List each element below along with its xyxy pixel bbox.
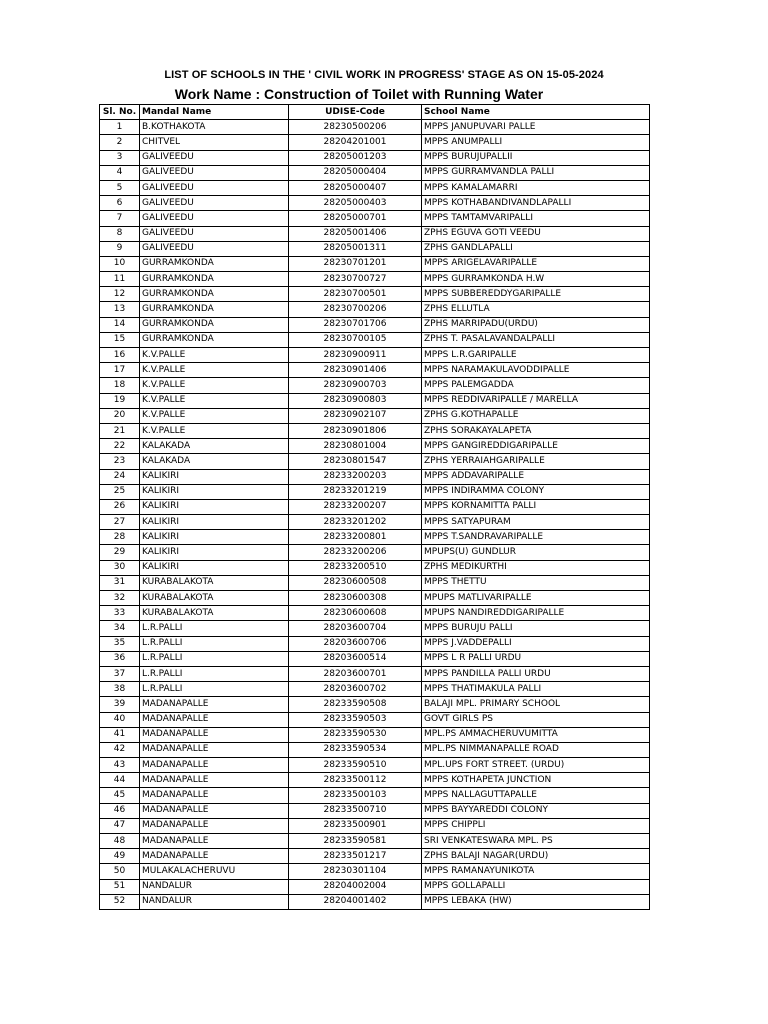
sl-no-cell: 19 (100, 393, 140, 408)
mandal-name-cell: MADANAPALLE (140, 727, 289, 742)
sl-no-cell: 45 (100, 788, 140, 803)
sl-no-cell: 24 (100, 469, 140, 484)
table-row (100, 697, 650, 712)
mandal-name-cell: K.V.PALLE (140, 363, 289, 378)
mandal-name-cell: K.V.PALLE (140, 408, 289, 423)
udise-code-cell: 28204002004 (289, 879, 422, 894)
sl-no-cell: 48 (100, 834, 140, 849)
mandal-name-cell: GALIVEEDU (140, 165, 289, 180)
sl-no-cell: 42 (100, 742, 140, 757)
sl-no-cell: 26 (100, 499, 140, 514)
school-name-cell: GOVT GIRLS PS (422, 712, 650, 727)
udise-code-cell: 28203600704 (289, 621, 422, 636)
table-row (100, 545, 650, 560)
table-row (100, 165, 650, 180)
header-udise-code: UDISE-Code (289, 105, 422, 120)
sl-no-cell: 7 (100, 211, 140, 226)
udise-code-cell: 28203600706 (289, 636, 422, 651)
udise-code-cell: 28233590503 (289, 712, 422, 727)
school-name-cell: MPPS ADDAVARIPALLE (422, 469, 650, 484)
school-name-cell: MPPS NARAMAKULAVODDIPALLE (422, 363, 650, 378)
school-name-cell: MPPS GOLLAPALLI (422, 879, 650, 894)
sl-no-cell: 25 (100, 484, 140, 499)
mandal-name-cell: K.V.PALLE (140, 423, 289, 438)
sl-no-cell: 11 (100, 272, 140, 287)
school-name-cell: MPPS SUBBEREDDYGARIPALLE (422, 287, 650, 302)
table-row (100, 408, 650, 423)
table-row (100, 196, 650, 211)
school-name-cell: MPPS JANUPUVARI PALLE (422, 120, 650, 135)
mandal-name-cell: K.V.PALLE (140, 378, 289, 393)
udise-code-cell: 28203600702 (289, 682, 422, 697)
sl-no-cell: 4 (100, 165, 140, 180)
table-row (100, 499, 650, 514)
udise-code-cell: 28230600308 (289, 591, 422, 606)
udise-code-cell: 28230900703 (289, 378, 422, 393)
school-name-cell: MPL.UPS FORT STREET. (URDU) (422, 758, 650, 773)
sl-no-cell: 34 (100, 621, 140, 636)
school-name-cell: MPPS KOTHABANDIVANDLAPALLI (422, 196, 650, 211)
table-row (100, 515, 650, 530)
mandal-name-cell: KALAKADA (140, 439, 289, 454)
school-name-cell: MPPS PANDILLA PALLI URDU (422, 666, 650, 681)
mandal-name-cell: KALIKIRI (140, 515, 289, 530)
school-name-cell: MPPS J.VADDEPALLI (422, 636, 650, 651)
sl-no-cell: 50 (100, 864, 140, 879)
udise-code-cell: 28230801004 (289, 439, 422, 454)
school-name-cell: MPPS RAMANAYUNIKOTA (422, 864, 650, 879)
mandal-name-cell: GALIVEEDU (140, 241, 289, 256)
table-row (100, 272, 650, 287)
sl-no-cell: 43 (100, 758, 140, 773)
sl-no-cell: 49 (100, 849, 140, 864)
sl-no-cell: 16 (100, 348, 140, 363)
school-name-cell: MPUPS(U) GUNDLUR (422, 545, 650, 560)
sl-no-cell: 36 (100, 651, 140, 666)
mandal-name-cell: KALAKADA (140, 454, 289, 469)
udise-code-cell: 28230900803 (289, 393, 422, 408)
table-row (100, 454, 650, 469)
udise-code-cell: 28233200203 (289, 469, 422, 484)
table-row (100, 484, 650, 499)
school-name-cell: MPPS SATYAPURAM (422, 515, 650, 530)
table-row (100, 530, 650, 545)
udise-code-cell: 28233201202 (289, 515, 422, 530)
table-row (100, 575, 650, 590)
school-name-cell: MPPS KOTHAPETA JUNCTION (422, 773, 650, 788)
document-title: LIST OF SCHOOLS IN THE ' CIVIL WORK IN PROGRESS' STAGE AS ON 15-05-2024 (164, 69, 604, 81)
table-header-row (100, 105, 650, 120)
school-name-cell: MPPS CHIPPLI (422, 818, 650, 833)
udise-code-cell: 28233200510 (289, 560, 422, 575)
mandal-name-cell: KURABALAKOTA (140, 606, 289, 621)
school-name-cell: MPPS INDIRAMMA COLONY (422, 484, 650, 499)
table-row (100, 302, 650, 317)
mandal-name-cell: K.V.PALLE (140, 348, 289, 363)
sl-no-cell: 23 (100, 454, 140, 469)
school-name-cell: ZPHS YERRAIAHGARIPALLE (422, 454, 650, 469)
sl-no-cell: 47 (100, 818, 140, 833)
mandal-name-cell: MADANAPALLE (140, 773, 289, 788)
school-name-cell: MPUPS NANDIREDDIGARIPALLE (422, 606, 650, 621)
table-row (100, 666, 650, 681)
school-name-cell: MPPS THETTU (422, 575, 650, 590)
udise-code-cell: 28205000403 (289, 196, 422, 211)
mandal-name-cell: CHITVEL (140, 135, 289, 150)
mandal-name-cell: MADANAPALLE (140, 788, 289, 803)
sl-no-cell: 3 (100, 150, 140, 165)
mandal-name-cell: MULAKALACHERUVU (140, 864, 289, 879)
mandal-name-cell: GALIVEEDU (140, 196, 289, 211)
mandal-name-cell: L.R.PALLI (140, 682, 289, 697)
school-name-cell: ZPHS GANDLAPALLI (422, 241, 650, 256)
mandal-name-cell: L.R.PALLI (140, 621, 289, 636)
table-row (100, 348, 650, 363)
udise-code-cell: 28205001311 (289, 241, 422, 256)
udise-code-cell: 28230901806 (289, 423, 422, 438)
table-row (100, 423, 650, 438)
udise-code-cell: 28233200206 (289, 545, 422, 560)
table-row (100, 651, 650, 666)
udise-code-cell: 28230301104 (289, 864, 422, 879)
table-row (100, 788, 650, 803)
table-row (100, 150, 650, 165)
sl-no-cell: 22 (100, 439, 140, 454)
udise-code-cell: 28230902107 (289, 408, 422, 423)
school-name-cell: MPPS LEBAKA (HW) (422, 894, 650, 909)
udise-code-cell: 28233590534 (289, 742, 422, 757)
udise-code-cell: 28203600514 (289, 651, 422, 666)
udise-code-cell: 28233500103 (289, 788, 422, 803)
udise-code-cell: 28230700727 (289, 272, 422, 287)
sl-no-cell: 8 (100, 226, 140, 241)
table-row (100, 363, 650, 378)
table-row (100, 393, 650, 408)
school-name-cell: MPL.PS AMMACHERUVUMITTA (422, 727, 650, 742)
table-row (100, 712, 650, 727)
udise-code-cell: 28233590508 (289, 697, 422, 712)
sl-no-cell: 41 (100, 727, 140, 742)
table-row (100, 636, 650, 651)
sl-no-cell: 6 (100, 196, 140, 211)
table-row (100, 591, 650, 606)
table-row (100, 135, 650, 150)
udise-code-cell: 28233500901 (289, 818, 422, 833)
sl-no-cell: 5 (100, 180, 140, 195)
mandal-name-cell: GURRAMKONDA (140, 256, 289, 271)
document-subtitle: Work Name : Construction of Toilet with Running Water (174, 86, 544, 102)
table-row (100, 256, 650, 271)
sl-no-cell: 38 (100, 682, 140, 697)
sl-no-cell: 52 (100, 894, 140, 909)
sl-no-cell: 15 (100, 332, 140, 347)
sl-no-cell: 33 (100, 606, 140, 621)
sl-no-cell: 9 (100, 241, 140, 256)
udise-code-cell: 28230600508 (289, 575, 422, 590)
mandal-name-cell: KALIKIRI (140, 469, 289, 484)
school-name-cell: ZPHS T. PASALAVANDALPALLI (422, 332, 650, 347)
sl-no-cell: 39 (100, 697, 140, 712)
mandal-name-cell: KALIKIRI (140, 560, 289, 575)
school-name-cell: MPUPS MATLIVARIPALLE (422, 591, 650, 606)
sl-no-cell: 46 (100, 803, 140, 818)
udise-code-cell: 28233590581 (289, 834, 422, 849)
mandal-name-cell: GURRAMKONDA (140, 332, 289, 347)
school-name-cell: MPPS TAMTAMVARIPALLI (422, 211, 650, 226)
mandal-name-cell: KALIKIRI (140, 499, 289, 514)
table-row (100, 560, 650, 575)
table-row (100, 682, 650, 697)
table-row (100, 773, 650, 788)
school-name-cell: MPPS GURRAMKONDA H.W (422, 272, 650, 287)
mandal-name-cell: GURRAMKONDA (140, 287, 289, 302)
udise-code-cell: 28230900911 (289, 348, 422, 363)
mandal-name-cell: K.V.PALLE (140, 393, 289, 408)
udise-code-cell: 28233201219 (289, 484, 422, 499)
school-name-cell: MPPS ANUMPALLI (422, 135, 650, 150)
table-row (100, 864, 650, 879)
school-name-cell: MPPS T.SANDRAVARIPALLE (422, 530, 650, 545)
udise-code-cell: 28233200207 (289, 499, 422, 514)
table-row (100, 834, 650, 849)
sl-no-cell: 10 (100, 256, 140, 271)
udise-code-cell: 28230700501 (289, 287, 422, 302)
school-name-cell: ZPHS BALAJI NAGAR(URDU) (422, 849, 650, 864)
sl-no-cell: 35 (100, 636, 140, 651)
sl-no-cell: 13 (100, 302, 140, 317)
table-row (100, 818, 650, 833)
mandal-name-cell: MADANAPALLE (140, 818, 289, 833)
udise-code-cell: 28205001203 (289, 150, 422, 165)
school-name-cell: MPPS PALEMGADDA (422, 378, 650, 393)
sl-no-cell: 51 (100, 879, 140, 894)
udise-code-cell: 28233590530 (289, 727, 422, 742)
udise-code-cell: 28233200801 (289, 530, 422, 545)
sl-no-cell: 28 (100, 530, 140, 545)
mandal-name-cell: MADANAPALLE (140, 742, 289, 757)
sl-no-cell: 1 (100, 120, 140, 135)
udise-code-cell: 28233500112 (289, 773, 422, 788)
school-name-cell: ZPHS EGUVA GOTI VEEDU (422, 226, 650, 241)
mandal-name-cell: KALIKIRI (140, 484, 289, 499)
table-row (100, 180, 650, 195)
udise-code-cell: 28205001406 (289, 226, 422, 241)
school-name-cell: MPPS NALLAGUTTAPALLE (422, 788, 650, 803)
sl-no-cell: 12 (100, 287, 140, 302)
sl-no-cell: 21 (100, 423, 140, 438)
udise-code-cell: 28233501217 (289, 849, 422, 864)
mandal-name-cell: MADANAPALLE (140, 712, 289, 727)
table-row (100, 332, 650, 347)
school-name-cell: ZPHS SORAKAYALAPETA (422, 423, 650, 438)
table-row (100, 894, 650, 909)
udise-code-cell: 28205000407 (289, 180, 422, 195)
mandal-name-cell: B.KOTHAKOTA (140, 120, 289, 135)
table-row (100, 287, 650, 302)
school-name-cell: BALAJI MPL. PRIMARY SCHOOL (422, 697, 650, 712)
schools-table (99, 104, 650, 910)
school-name-cell: ZPHS MEDIKURTHI (422, 560, 650, 575)
mandal-name-cell: L.R.PALLI (140, 666, 289, 681)
table-row (100, 742, 650, 757)
school-name-cell: MPPS ARIGELAVARIPALLE (422, 256, 650, 271)
udise-code-cell: 28230801547 (289, 454, 422, 469)
udise-code-cell: 28230500206 (289, 120, 422, 135)
school-name-cell: SRI VENKATESWARA MPL. PS (422, 834, 650, 849)
table-row (100, 727, 650, 742)
mandal-name-cell: MADANAPALLE (140, 849, 289, 864)
mandal-name-cell: GALIVEEDU (140, 180, 289, 195)
sl-no-cell: 27 (100, 515, 140, 530)
school-name-cell: MPPS REDDIVARIPALLE / MARELLA (422, 393, 650, 408)
table-row (100, 439, 650, 454)
sl-no-cell: 17 (100, 363, 140, 378)
school-name-cell: ZPHS MARRIPADU(URDU) (422, 317, 650, 332)
mandal-name-cell: GALIVEEDU (140, 226, 289, 241)
table-row (100, 849, 650, 864)
mandal-name-cell: GURRAMKONDA (140, 302, 289, 317)
mandal-name-cell: L.R.PALLI (140, 651, 289, 666)
udise-code-cell: 28205000404 (289, 165, 422, 180)
udise-code-cell: 28230700206 (289, 302, 422, 317)
mandal-name-cell: NANDALUR (140, 894, 289, 909)
school-name-cell: ZPHS ELLUTLA (422, 302, 650, 317)
school-name-cell: MPPS GURRAMVANDLA PALLI (422, 165, 650, 180)
udise-code-cell: 28230701706 (289, 317, 422, 332)
sl-no-cell: 40 (100, 712, 140, 727)
sl-no-cell: 20 (100, 408, 140, 423)
sl-no-cell: 2 (100, 135, 140, 150)
udise-code-cell: 28204201001 (289, 135, 422, 150)
mandal-name-cell: KURABALAKOTA (140, 575, 289, 590)
header-school-name: School Name (422, 105, 650, 120)
table-row (100, 606, 650, 621)
udise-code-cell: 28233500710 (289, 803, 422, 818)
udise-code-cell: 28230700105 (289, 332, 422, 347)
sl-no-cell: 29 (100, 545, 140, 560)
table-row (100, 803, 650, 818)
sl-no-cell: 14 (100, 317, 140, 332)
table-body (100, 120, 650, 910)
mandal-name-cell: GURRAMKONDA (140, 272, 289, 287)
school-name-cell: MPPS THATIMAKULA PALLI (422, 682, 650, 697)
school-name-cell: ZPHS G.KOTHAPALLE (422, 408, 650, 423)
header-sl-no: Sl. No. (100, 105, 140, 120)
school-name-cell: MPPS L R PALLI URDU (422, 651, 650, 666)
udise-code-cell: 28230901406 (289, 363, 422, 378)
school-name-cell: MPPS BAYYAREDDI COLONY (422, 803, 650, 818)
udise-code-cell: 28203600701 (289, 666, 422, 681)
table-row (100, 378, 650, 393)
sl-no-cell: 18 (100, 378, 140, 393)
school-name-cell: MPPS BURUJUPALLII (422, 150, 650, 165)
udise-code-cell: 28230701201 (289, 256, 422, 271)
mandal-name-cell: KALIKIRI (140, 530, 289, 545)
udise-code-cell: 28230600608 (289, 606, 422, 621)
school-name-cell: MPPS KORNAMITTA PALLI (422, 499, 650, 514)
mandal-name-cell: MADANAPALLE (140, 697, 289, 712)
mandal-name-cell: GALIVEEDU (140, 211, 289, 226)
mandal-name-cell: KALIKIRI (140, 545, 289, 560)
mandal-name-cell: GALIVEEDU (140, 150, 289, 165)
udise-code-cell: 28233590510 (289, 758, 422, 773)
table-row (100, 226, 650, 241)
table-row (100, 317, 650, 332)
sl-no-cell: 37 (100, 666, 140, 681)
table-row (100, 241, 650, 256)
table-row (100, 758, 650, 773)
school-name-cell: MPPS BURUJU PALLI (422, 621, 650, 636)
table-row (100, 211, 650, 226)
mandal-name-cell: KURABALAKOTA (140, 591, 289, 606)
mandal-name-cell: MADANAPALLE (140, 758, 289, 773)
mandal-name-cell: MADANAPALLE (140, 834, 289, 849)
mandal-name-cell: L.R.PALLI (140, 636, 289, 651)
header-mandal-name: Mandal Name (140, 105, 289, 120)
school-name-cell: MPL.PS NIMMANAPALLE ROAD (422, 742, 650, 757)
udise-code-cell: 28205000701 (289, 211, 422, 226)
table-row (100, 879, 650, 894)
sl-no-cell: 30 (100, 560, 140, 575)
sl-no-cell: 32 (100, 591, 140, 606)
table-row (100, 120, 650, 135)
school-name-cell: MPPS KAMALAMARRI (422, 180, 650, 195)
table-row (100, 469, 650, 484)
table-row (100, 621, 650, 636)
sl-no-cell: 31 (100, 575, 140, 590)
udise-code-cell: 28204001402 (289, 894, 422, 909)
sl-no-cell: 44 (100, 773, 140, 788)
mandal-name-cell: MADANAPALLE (140, 803, 289, 818)
mandal-name-cell: NANDALUR (140, 879, 289, 894)
school-name-cell: MPPS GANGIREDDIGARIPALLE (422, 439, 650, 454)
mandal-name-cell: GURRAMKONDA (140, 317, 289, 332)
school-name-cell: MPPS L.R.GARIPALLE (422, 348, 650, 363)
